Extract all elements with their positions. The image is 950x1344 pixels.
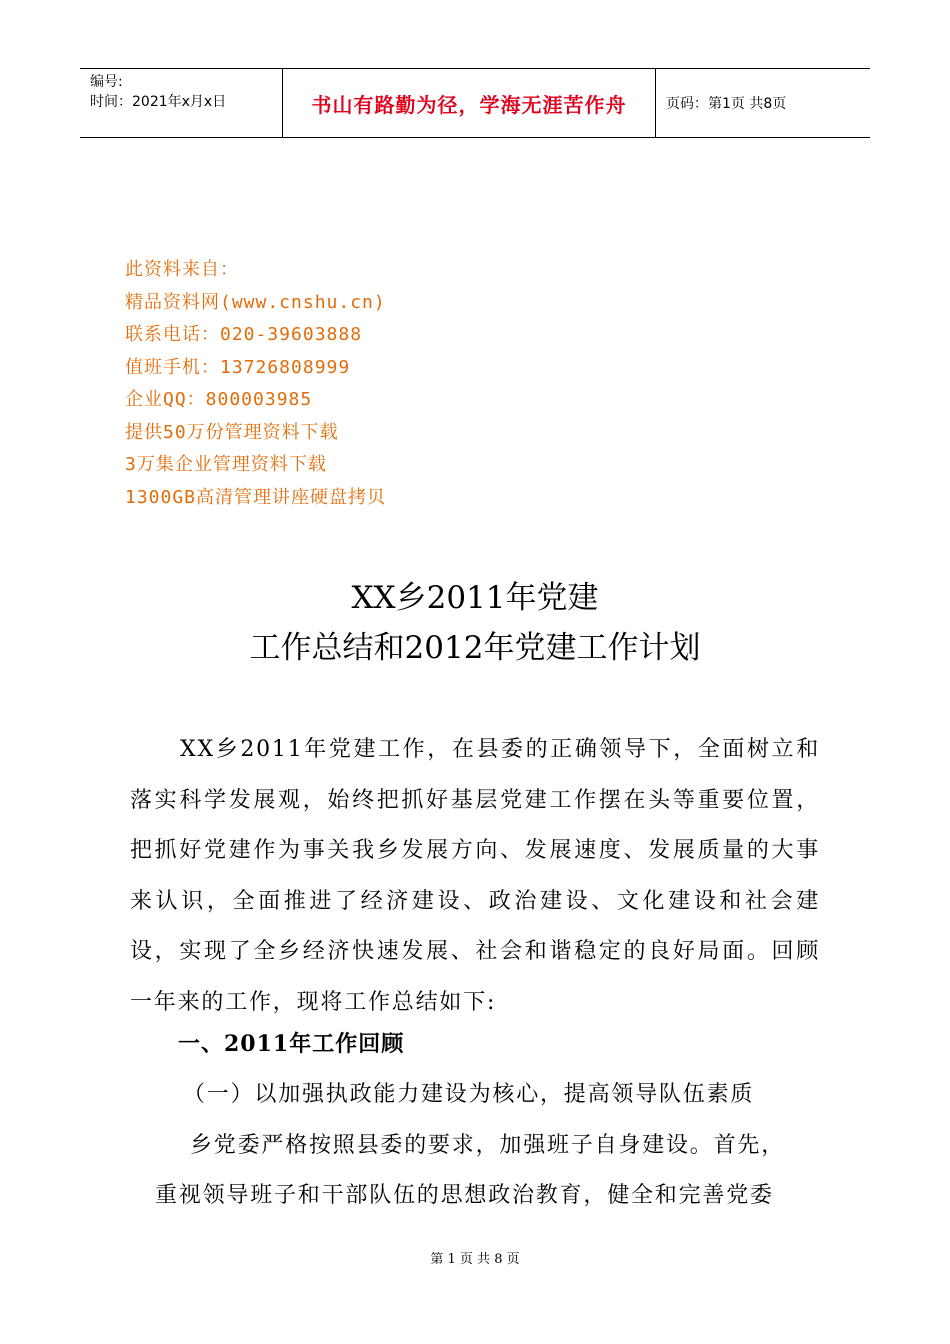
source-info-block [125, 254, 386, 514]
subsection-heading: （一）以加强执政能力建设为核心，提高领导队伍素质 [183, 1082, 755, 1107]
page-info-cell [656, 69, 870, 137]
source-line: 精品资料网(www.cnshu.cn) [125, 291, 386, 313]
paragraph-line: 重视领导班子和干部队伍的思想政治教育，健全和完善党委 [155, 1183, 774, 1208]
document-title-line2: 工作总结和2012年党建工作计划 [249, 630, 701, 666]
paragraph-line: 乡党委严格按照县委的要求，加强班子自身建设。首先， [190, 1133, 786, 1158]
section-heading: 一、2011年工作回顾 [178, 1031, 405, 1057]
header-meta-cell [80, 69, 282, 137]
number-label: 编号: [90, 74, 123, 90]
motto-cell [282, 69, 656, 137]
source-line: 值班手机：13726808999 [125, 356, 351, 378]
source-line: 3万集企业管理资料下载 [125, 454, 327, 475]
motto-text: 书山有路勤为径，学海无涯苦作舟 [311, 92, 627, 117]
intro-paragraph: XX乡2011年党建工作，在县委的正确领导下，全面树立和落实科学发展观，始终把抓好基层党建工作摆在头等重要位置，把抓好党建作为事关我乡发展方向、发展速度、发展质量的大事来认识，全面推进了经济建设、政治建设、文化建设和社会建设，实现了全乡经济快速发展、社会和谐稳定的良好局面。回顾一年来的工作，现将工作总结如下: [130, 737, 820, 1015]
source-line: 提供50万份管理资料下载 [125, 421, 339, 443]
source-line: 联系电话：020-39603888 [125, 324, 363, 345]
time-label: 时间：2021年x月x日 [90, 94, 227, 110]
source-line: 1300GB高清管理讲座硬盘拷贝 [125, 486, 387, 508]
page-footer: 第 1 页 共 8 页 [430, 1252, 520, 1267]
header-table [80, 68, 870, 138]
source-line: 此资料来自： [125, 259, 239, 280]
source-line: 企业QQ：800003985 [125, 389, 313, 410]
page-info-text: 页码：第1页 共8页 [666, 96, 787, 112]
document-title-line1: XX乡2011年党建 [351, 580, 599, 616]
